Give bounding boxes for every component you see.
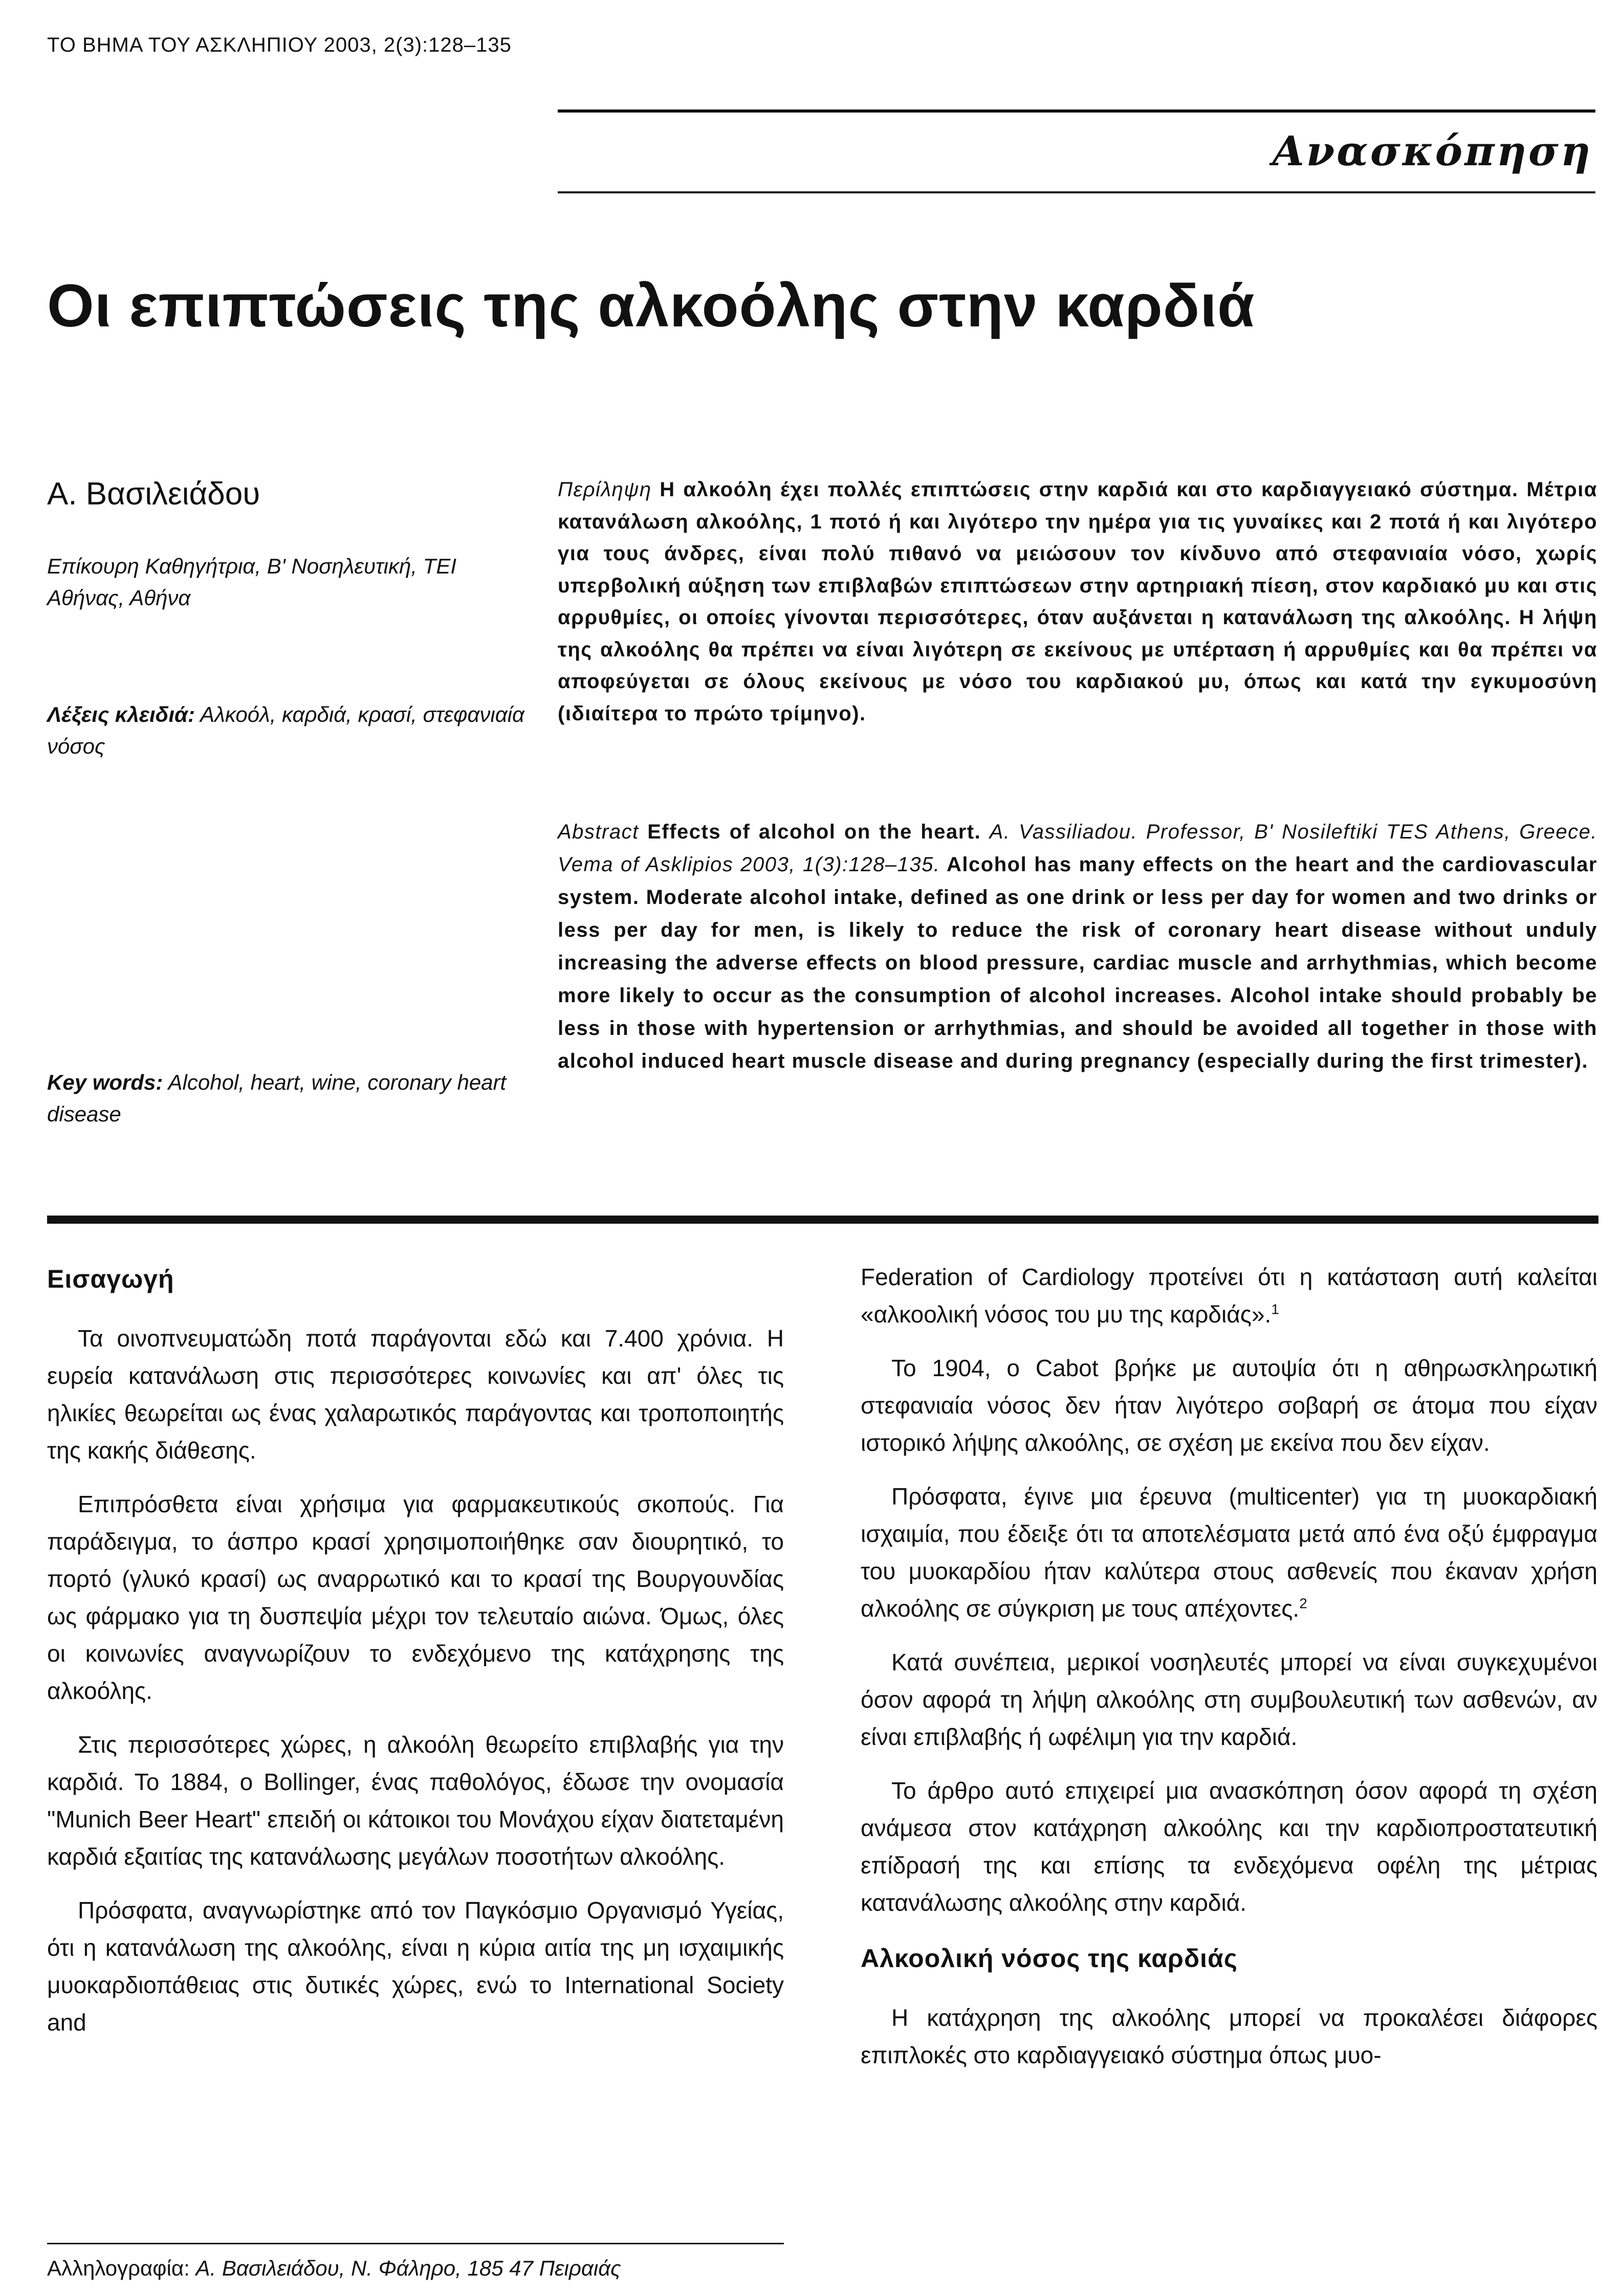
- intro-heading: Εισαγωγή: [47, 1265, 174, 1293]
- citation-marker: 2: [1299, 1595, 1307, 1611]
- correspondence-footnote: [47, 2256, 621, 2281]
- footnote-text: Α. Βασιλειάδου, Ν. Φάληρο, 185 47 Πειραιάς: [195, 2256, 621, 2280]
- body-paragraph: Τα οινοπνευματώδη ποτά παράγονται εδώ και 7.400 χρόνια. Η ευρεία κατανάλωση στις περισσότερες κοινωνίες και απ' όλες τις ηλικίες θεωρείται ως ένας χαλαρωτικός παράγοντας και τροποποιητής της κακής διάθεσης.: [47, 1325, 784, 1464]
- journal-reference: ΤΟ ΒΗΜΑ ΤΟΥ ΑΣΚΛΗΠΙΟΥ 2003, 2(3):128–135: [47, 34, 512, 56]
- keywords-english-text: Alcohol, heart, wine, coronary heart disease: [47, 1070, 507, 1126]
- summary-label: Περίληψη: [558, 478, 652, 501]
- section-label: Ανασκόπηση: [1272, 127, 1592, 175]
- summary-text: Η αλκοόλη έχει πολλές επιπτώσεις στην καρδιά και στο καρδιαγγειακό σύστημα. Μέτρια κατανάλωση αλκοόλης, 1 ποτό ή και λιγότερο την ημέρα για τις γυναίκες και 2 ποτά ή και λιγότερο για τους άνδρες, είναι πολύ πιθανό να μειώσουν τον κίνδυνο από στεφανιαία νόσο, χωρίς υπερβολική αύξηση των επιβλαβών επιπτώσεων στην αρτηριακή πίεση, στον καρδιακό μυ και στις αρρυθμίες, οι οποίες γίνονται περισσότερες, όταν αυξάνεται η κατανάλωση της αλκοόλης. Η λήψη της αλκοόλης θα πρέπει να είναι λιγότερη σε εκείνους με υπέρταση ή αρρυθμίες και θα πρέπει να αποφεύγεται σε όλους εκείνους με νόσο του καρδιακού μυ, όπως και κατά την εγκυμοσύνη (ιδιαίτερα το πρώτο τρίμηνο).: [558, 478, 1597, 725]
- header-rule-top: [558, 109, 1595, 113]
- keywords-greek-text: Αλκοόλ, καρδιά, κρασί, στεφανιαία νόσος: [47, 702, 524, 758]
- summary-greek: [558, 474, 1597, 730]
- body-paragraph: Το 1904, ο Cabot βρήκε με αυτοψία ότι η αθηρωσκληρωτική στεφανιαία νόσος δεν ήταν λιγότερο σοβαρή σε άτομα που είχαν ιστορικό λήψης αλκοόλης, σε σχέση με εκείνα που δεν είχαν.: [861, 1355, 1597, 1456]
- body-paragraph: Στις περισσότερες χώρες, η αλκοόλη θεωρείτο επιβλαβής για την καρδιά. Το 1884, ο Bollinger, ένας παθολόγος, έδωσε την ονομασία "Munich Beer Heart" επειδή οι κάτοικοι του Μονάχου είχαν διατεταμένη καρδιά εξαιτίας της κατανάλωσης μεγάλων ποσοτήτων αλκοόλης.: [47, 1731, 784, 1870]
- abstract-label: Abstract: [558, 821, 639, 843]
- abstract-citation: A. Vassiliadou. Professor, B' Nosileftiki TES Athens, Greece. Vema of Asklipios 2003, 1(3):128–135.: [558, 821, 1598, 876]
- paragraph-text: Πρόσφατα, έγινε μια έρευνα (multicenter) για τη μυοκαρδιακή ισχαιμία, που έδειξε ότι τα αποτελέσματα μετά από ένα οξύ έμφραγμα του μυοκαρδίου ήταν καλύτερα στους ασθενείς που έκαναν χρήση αλκοόλης σε σύγκριση με τους απέχοντες.: [861, 1483, 1597, 1622]
- abstract-text: Alcohol has many effects on the heart and the cardiovascular system. Moderate alcohol intake, defined as one drink or less per day for women and two drinks or less per day for men, is likely to reduce the risk of coronary heart disease without unduly increasing the adverse effects on blood pressure, cardiac muscle and arrhythmias, which become more likely to occur as the consumption of alcohol increases. Alcohol intake should probably be less in those with hypertension or arrhythmias, and should be avoided all together in those with alcohol induced heart muscle disease and during pregnancy (especially during the first trimester).: [558, 853, 1597, 1072]
- author-name: Α. Βασιλειάδου: [47, 476, 260, 512]
- body-column-left: [47, 1259, 784, 2058]
- body-paragraph-continued: [861, 1259, 1597, 1333]
- body-paragraph: [861, 1478, 1597, 1627]
- keywords-english-label: Key words:: [47, 1070, 163, 1094]
- body-paragraph: Το άρθρο αυτό επιχειρεί μια ανασκόπηση όσον αφορά τη σχέση ανάμεσα στον κατάχρηση αλκοόλης και την καρδιοπροστατευτική επίδρασή της και επίσης τα ενδεχόμενα οφέλη της μέτριας κατανάλωσης αλκοόλης στην καρδιά.: [861, 1777, 1597, 1916]
- abstract-english: [558, 815, 1597, 1077]
- author-affiliation: Επίκουρη Καθηγήτρια, Β' Νοσηλευτική, ΤΕΙ Αθήνας, Αθήνα: [47, 554, 457, 610]
- keywords-english: [47, 1067, 528, 1130]
- footnote-rule: [47, 2243, 784, 2244]
- body-paragraph: Επιπρόσθετα είναι χρήσιμα για φαρμακευτικούς σκοπούς. Για παράδειγμα, το άσπρο κρασί χρησιμοποιήθηκε σαν διουρητικό, το πορτό (γλυκό κρασί) ως αναρρωτικό και το κρασί της Βουργουνδίας ως φάρμακο για τη δυσπεψία μέχρι τον τελευταίο αιώνα. Όμως, όλες οι κοινωνίες αναγνωρίζουν το ενδεχόμενο της κατάχρησης της αλκοόλης.: [47, 1491, 784, 1704]
- keywords-greek-label: Λέξεις κλειδιά:: [47, 702, 195, 726]
- body-paragraph: Η κατάχρηση της αλκοόλης μπορεί να προκαλέσει διάφορες επιπλοκές στο καρδιαγγειακό σύστημα όπως μυο-: [861, 2004, 1597, 2068]
- continued-text: Federation of Cardiology προτείνει ότι η κατάσταση αυτή καλείται «αλκοολική νόσος του μυ της καρδιάς».: [861, 1264, 1597, 1328]
- section-divider: [47, 1216, 1598, 1224]
- footnote-label: Αλληλογραφία:: [47, 2256, 190, 2280]
- abstract-title: Effects of alcohol on the heart.: [647, 821, 981, 843]
- body-paragraph: Πρόσφατα, αναγνωρίστηκε από τον Παγκόσμιο Οργανισμό Υγείας, ότι η κατανάλωση της αλκοόλης, είναι η κύρια αιτία της μη ισχαιμικής μυοκαρδιοπάθειας στις δυτικές χώρες, ενώ το International Society and: [47, 1897, 784, 2036]
- body-column-right: [861, 1259, 1597, 2090]
- keywords-greek: [47, 699, 528, 762]
- body-paragraph: Κατά συνέπεια, μερικοί νοσηλευτές μπορεί να είναι συγκεχυμένοι όσον αφορά τη λήψη αλκοόλης στη συμβουλευτική των ασθενών, αν είναι επιβλαβής ή ωφέλιμη για την καρδιά.: [861, 1649, 1597, 1750]
- citation-marker: 1: [1271, 1301, 1279, 1317]
- header-rule-bottom: [558, 191, 1595, 193]
- subsection-heading: Αλκοολική νόσος της καρδιάς: [861, 1944, 1238, 1973]
- article-title: Οι επιπτώσεις της αλκοόλης στην καρδιά: [47, 272, 1255, 340]
